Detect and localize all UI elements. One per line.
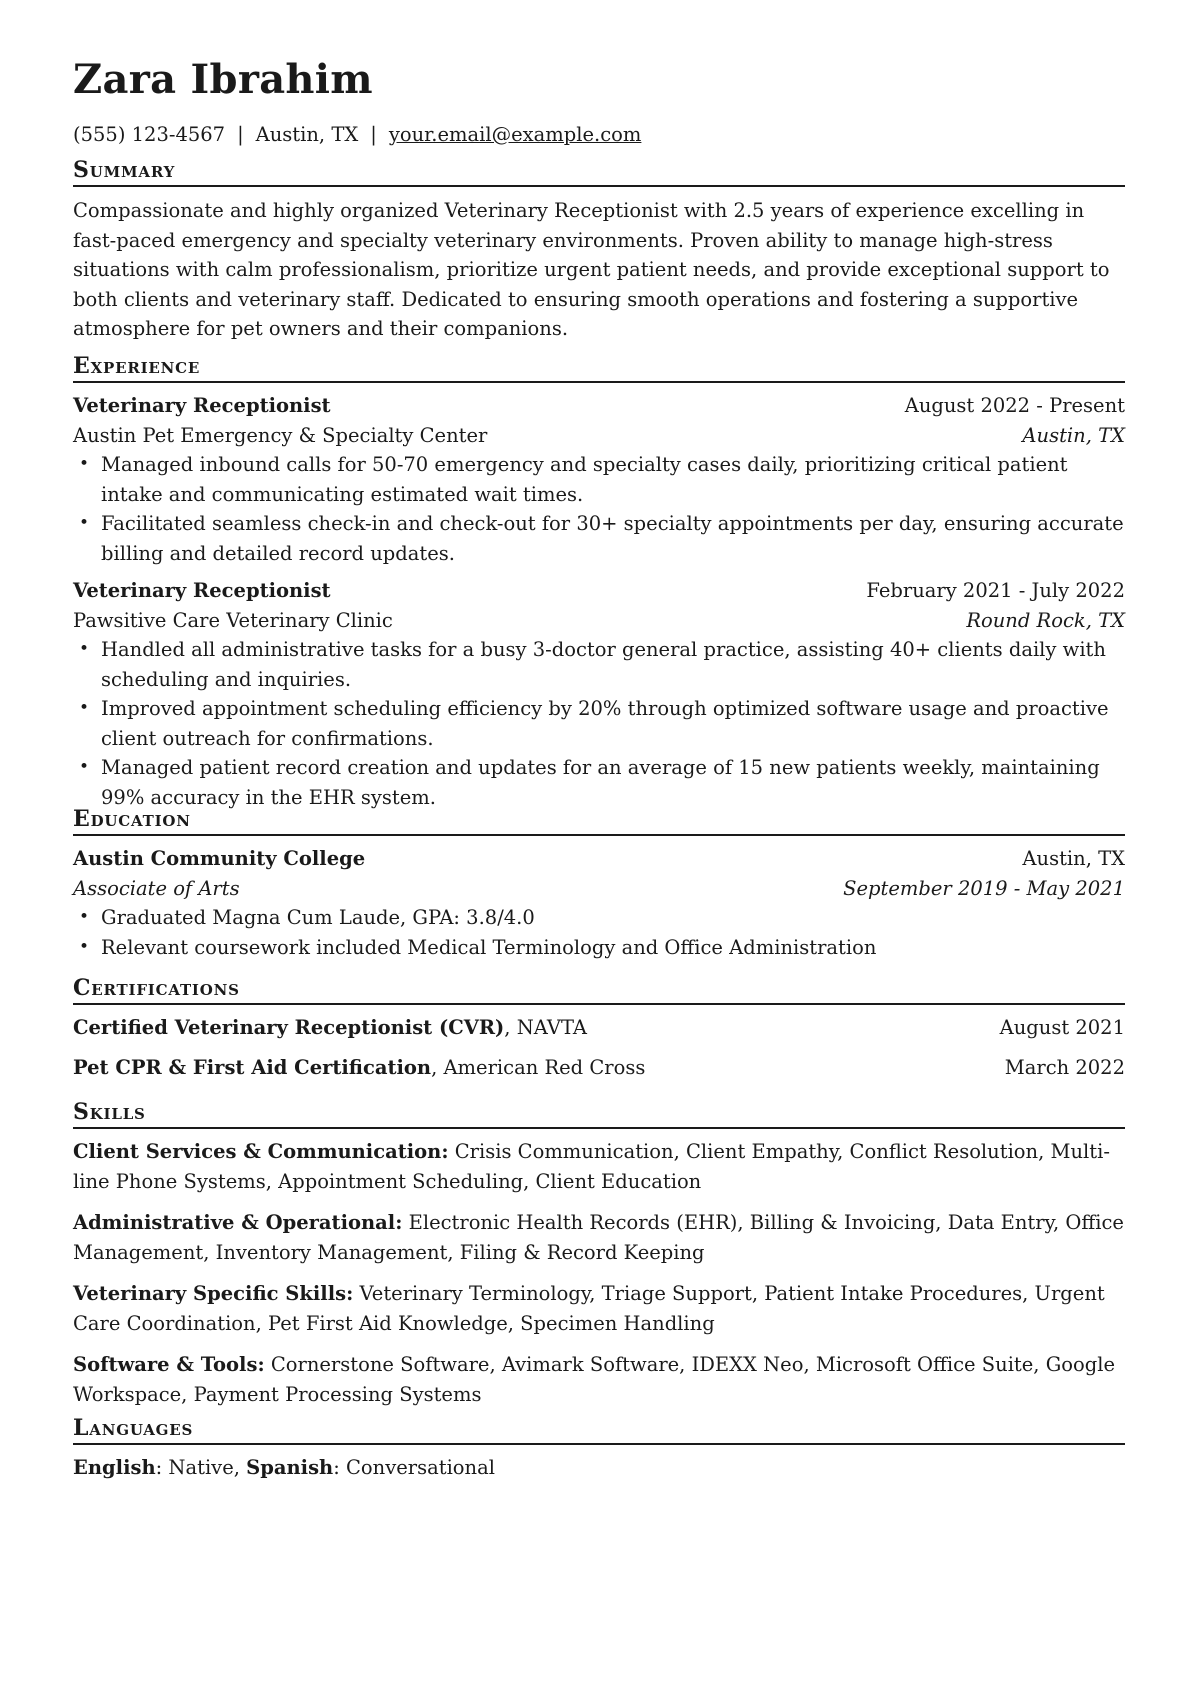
skill-group-text: Crisis Communication, Client Empathy, Conflict Resolution, Multi-line Phone Systems, Appointment Scheduling, Client Education — [73, 1140, 1110, 1193]
job-company: Pawsitive Care Veterinary Clinic — [73, 608, 393, 632]
section-title-education: Education — [73, 806, 191, 832]
job-location: Round Rock, TX — [966, 608, 1125, 632]
summary-text: Compassionate and highly organized Veterinary Receptionist with 2.5 years of experience excelling in fast-paced emergency and specialty veterinary environments. Proven ability to manage high-stress situations with calm professionalism, prioritize urgent patient needs, and provide exceptional support to both clients and veterinary staff. Dedicated to ensuring smooth operations and fostering a supportive atmosphere for pet owners and their companions. — [73, 199, 1110, 340]
skill-group — [73, 1279, 1125, 1338]
certification-name: Certified Veterinary Receptionist (CVR) — [73, 1016, 505, 1039]
skill-group — [73, 1137, 1125, 1196]
section-divider — [73, 1443, 1125, 1445]
languages-section — [73, 1415, 1125, 1483]
section-title-skills: Skills — [73, 1099, 146, 1125]
job-location: Austin, TX — [1022, 423, 1125, 447]
section-divider — [73, 1127, 1125, 1129]
education-dates: September 2019 - May 2021 — [843, 876, 1125, 900]
language-name: English — [73, 1456, 156, 1479]
degree: Associate of Arts — [73, 876, 240, 900]
contact-line — [73, 123, 641, 147]
skill-group-label: Veterinary Specific Skills: — [73, 1282, 354, 1305]
job-dates: February 2021 - July 2022 — [866, 579, 1125, 602]
section-divider — [73, 834, 1125, 836]
job-bullet: • Managed inbound calls for 50-70 emergency and specialty cases daily, prioritizing critical patient intake and communicating estimated wait times. — [73, 450, 1125, 509]
experience-section — [73, 353, 1125, 812]
email-link[interactable]: your.email@example.com — [388, 123, 642, 146]
contact-location: Austin, TX — [255, 123, 359, 146]
certification-issuer: , NAVTA — [504, 1016, 587, 1039]
job-role: Veterinary Receptionist — [73, 579, 331, 602]
skill-group-text: Veterinary Terminology, Triage Support, Patient Intake Procedures, Urgent Care Coordination, Pet First Aid Knowledge, Specimen Handling — [73, 1282, 1105, 1335]
job-company: Austin Pet Emergency & Specialty Center — [73, 423, 488, 447]
skill-group-label: Client Services & Communication: — [73, 1140, 449, 1163]
phone-number: (555) 123-4567 — [73, 123, 226, 146]
job-dates: August 2022 - Present — [904, 394, 1125, 417]
skill-group-label: Software & Tools: — [73, 1353, 265, 1376]
certification-item — [73, 1013, 1125, 1043]
certification-name: Pet CPR & First Aid Certification — [73, 1055, 432, 1079]
job-bullet: • Improved appointment scheduling efficiency by 20% through optimized software usage and proactive client outreach for confirmations. — [73, 694, 1125, 753]
certification-item — [73, 1053, 1125, 1083]
section-divider — [73, 381, 1125, 383]
certification-issuer: , American Red Cross — [431, 1055, 646, 1079]
section-divider — [73, 1003, 1125, 1005]
job-bullet: • Managed patient record creation and updates for an average of 15 new patients weekly, maintaining 99% accuracy in the EHR system. — [73, 753, 1125, 812]
school-name: Austin Community College — [73, 847, 366, 870]
summary-section — [73, 157, 1125, 344]
job-role: Veterinary Receptionist — [73, 394, 331, 417]
section-title-certifications: Certifications — [73, 975, 240, 1001]
section-title-summary: Summary — [73, 157, 176, 183]
section-title-languages: Languages — [73, 1415, 194, 1441]
job-entry — [73, 391, 1125, 568]
skill-group-text: Cornerstone Software, Avimark Software, IDEXX Neo, Microsoft Office Suite, Google Workspace, Payment Processing Systems — [73, 1353, 1116, 1406]
certification-date: March 2022 — [1004, 1055, 1125, 1079]
section-divider — [73, 185, 1125, 187]
skill-group — [73, 1208, 1125, 1267]
skill-group-label: Administrative & Operational: — [73, 1211, 403, 1234]
language-level: : Conversational — [333, 1456, 495, 1479]
certification-date: August 2021 — [999, 1016, 1125, 1039]
language-name: Spanish — [246, 1456, 334, 1479]
school-location: Austin, TX — [1022, 847, 1125, 870]
skill-group-text: Electronic Health Records (EHR), Billing & Invoicing, Data Entry, Office Management, Inventory Management, Filing & Record Keeping — [73, 1211, 1124, 1264]
certifications-section — [73, 975, 1125, 1082]
section-title-experience: Experience — [73, 353, 201, 379]
job-bullets — [73, 635, 1125, 812]
job-bullets — [73, 450, 1125, 568]
candidate-name: Zara Ibrahim — [73, 56, 373, 103]
education-bullet: • Relevant coursework included Medical Terminology and Office Administration — [73, 933, 1125, 963]
languages-line — [73, 1453, 1125, 1483]
contact-separator: | — [370, 123, 377, 146]
skill-group — [73, 1350, 1125, 1409]
education-bullet: • Graduated Magna Cum Laude, GPA: 3.8/4.0 — [73, 903, 1125, 933]
education-bullets — [73, 903, 1125, 962]
skills-section — [73, 1099, 1125, 1409]
education-entry — [73, 844, 1125, 962]
contact-separator: | — [237, 123, 244, 146]
job-bullet: • Facilitated seamless check-in and check-out for 30+ specialty appointments per day, ensuring accurate billing and detailed record updates. — [73, 509, 1125, 568]
job-bullet: • Handled all administrative tasks for a busy 3-doctor general practice, assisting 40+ clients daily with scheduling and inquiries. — [73, 635, 1125, 694]
language-level: : Native, — [155, 1456, 247, 1479]
job-entry — [73, 576, 1125, 812]
education-section — [73, 806, 1125, 962]
